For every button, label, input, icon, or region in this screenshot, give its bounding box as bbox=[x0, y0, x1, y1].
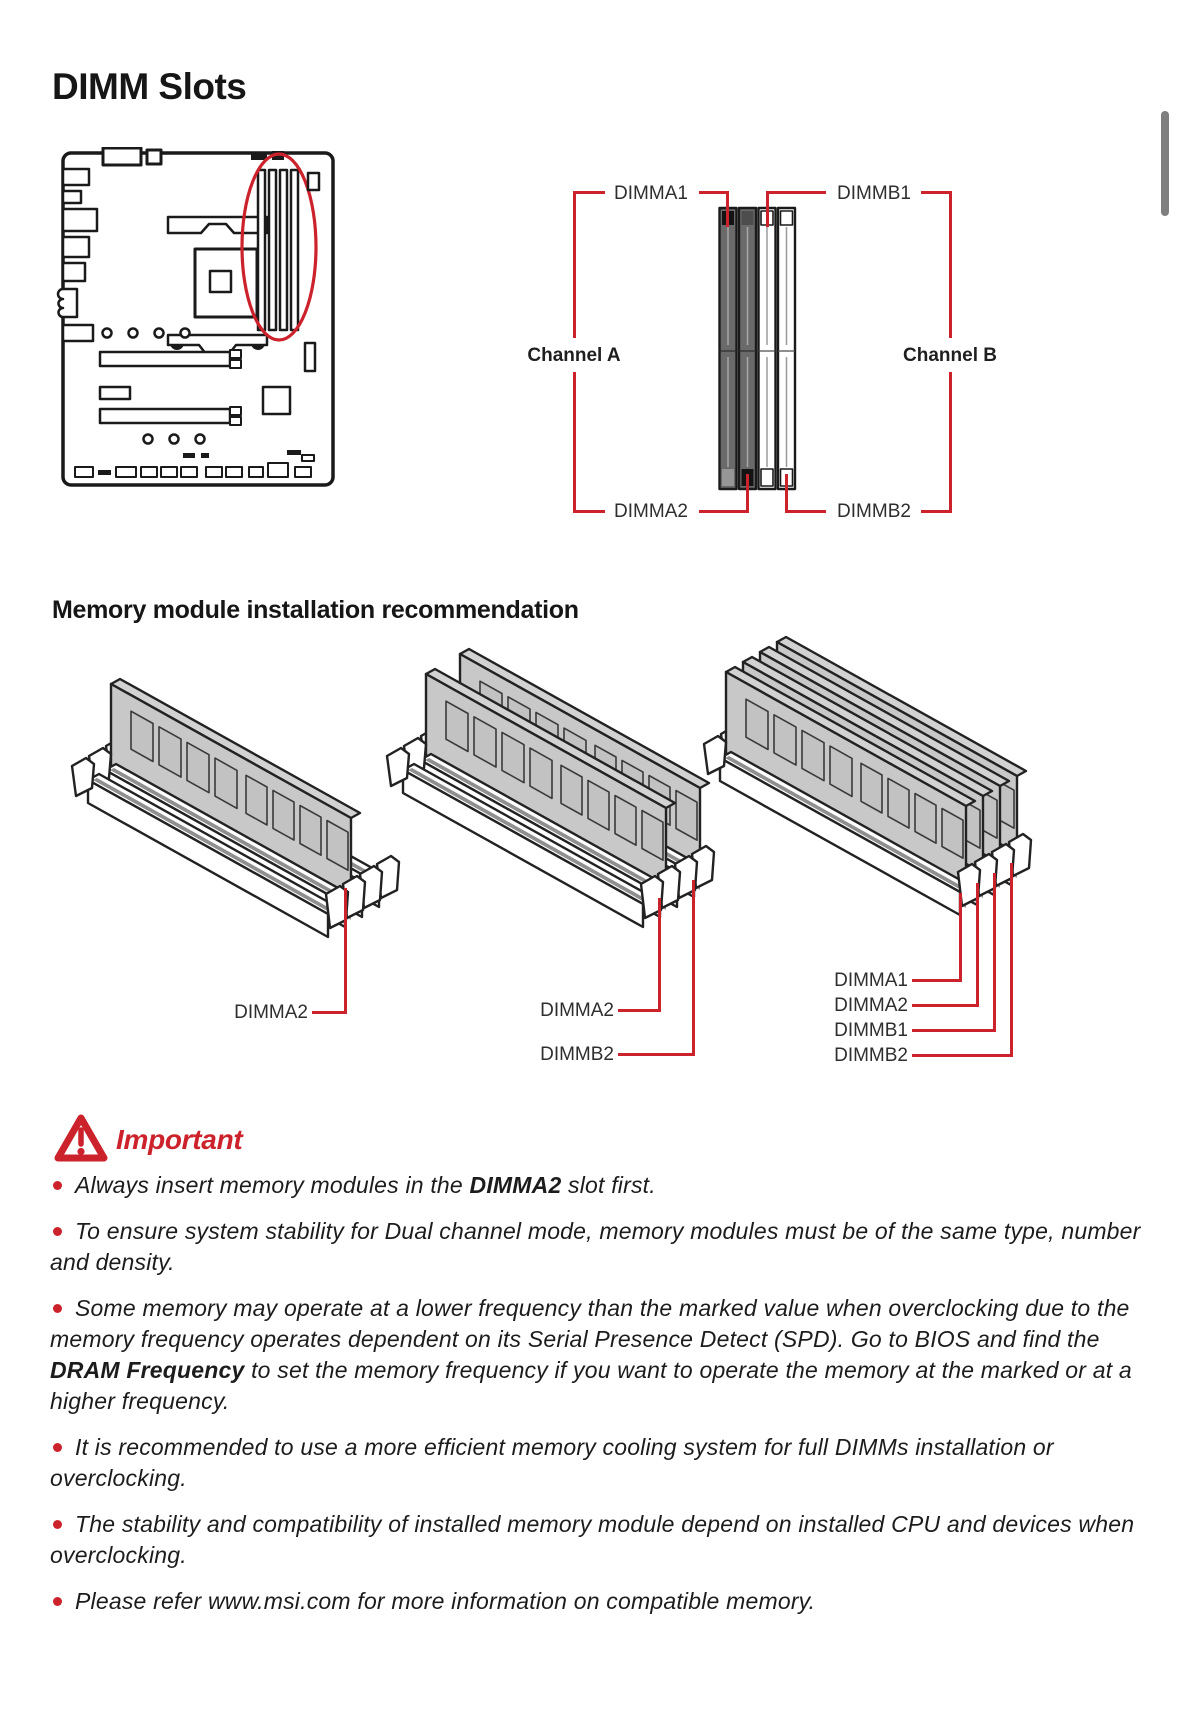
label-channel-b: Channel B bbox=[903, 345, 997, 366]
bullet-dot bbox=[53, 1443, 62, 1452]
warning-icon bbox=[52, 1112, 110, 1166]
leader-line bbox=[692, 880, 695, 1056]
leader-line bbox=[573, 191, 605, 194]
channel-b-bracket bbox=[949, 191, 952, 338]
bullet-item: Some memory may operate at a lower frequency than the marked value when overclocking due to the memory frequency operates dependent on its Serial Presence Detect (SPD). Go to BIOS and find the DRAM Frequency to set the memory frequency if you want to operate the memory at the marked or at a higher frequency. bbox=[50, 1295, 1132, 1414]
leader-line bbox=[769, 191, 826, 194]
ill3-label-dimmb1: DIMMB1 bbox=[834, 1020, 908, 1041]
leader-line bbox=[573, 510, 605, 513]
leader-line bbox=[976, 883, 979, 1007]
leader-line bbox=[618, 1053, 695, 1056]
channel-b-bracket bbox=[949, 372, 952, 513]
bullet-dot bbox=[53, 1227, 62, 1236]
dimm-slot-diagram bbox=[718, 206, 800, 492]
leader-line bbox=[746, 474, 749, 513]
ill3-label-dimmb2: DIMMB2 bbox=[834, 1045, 908, 1066]
slot-dimma1 bbox=[720, 208, 737, 489]
important-heading: Important bbox=[116, 1124, 243, 1155]
label-dimma1: DIMMA1 bbox=[614, 183, 688, 204]
bullet-dot bbox=[53, 1597, 62, 1606]
leader-line bbox=[726, 191, 729, 227]
important-bullet-list bbox=[50, 1170, 1148, 1632]
scrollbar-thumb[interactable] bbox=[1161, 111, 1169, 216]
bullet-item: It is recommended to use a more efficient memory cooling system for full DIMMs installation or overclocking. bbox=[50, 1434, 1054, 1491]
memory-illustration-2 bbox=[375, 620, 725, 930]
leader-line bbox=[658, 898, 661, 1012]
leader-line bbox=[312, 1011, 347, 1014]
label-dimmb1: DIMMB1 bbox=[837, 183, 911, 204]
channel-a-bracket bbox=[573, 191, 576, 338]
memory-illustration-3 bbox=[692, 608, 1042, 918]
leader-line bbox=[785, 474, 788, 513]
bullet-dot bbox=[53, 1520, 62, 1529]
label-channel-a: Channel A bbox=[527, 345, 621, 366]
slot-dimmb2 bbox=[778, 208, 795, 489]
leader-line bbox=[912, 1029, 996, 1032]
ill2-label-dimma2: DIMMA2 bbox=[540, 1000, 614, 1021]
label-dimma2: DIMMA2 bbox=[614, 501, 688, 522]
bullet-item: To ensure system stability for Dual channel mode, memory modules must be of the same type, number and density. bbox=[50, 1218, 1141, 1275]
ill3-label-dimma1: DIMMA1 bbox=[834, 970, 908, 991]
slot-dimma2 bbox=[739, 208, 756, 489]
leader-line bbox=[699, 191, 729, 194]
bullet-item: Please refer www.msi.com for more information on compatible memory. bbox=[50, 1586, 1148, 1617]
leader-line bbox=[959, 893, 962, 982]
leader-line bbox=[921, 510, 952, 513]
bullet-item: Always insert memory modules in the DIMMA2 slot first. bbox=[50, 1170, 1148, 1201]
motherboard-diagram bbox=[55, 147, 340, 492]
bullet-dot bbox=[53, 1304, 62, 1313]
slot-dimmb1 bbox=[759, 208, 776, 489]
bullet-item: The stability and compatibility of installed memory module depend on installed CPU and devices when overclocking. bbox=[50, 1511, 1135, 1568]
leader-line bbox=[912, 979, 962, 982]
label-dimmb2: DIMMB2 bbox=[837, 501, 911, 522]
leader-line bbox=[993, 873, 996, 1032]
leader-line bbox=[921, 191, 952, 194]
ill3-label-dimma2: DIMMA2 bbox=[834, 995, 908, 1016]
leader-line bbox=[912, 1054, 1013, 1057]
section-title: Memory module installation recommendation bbox=[52, 596, 579, 624]
ill1-label-dimma2: DIMMA2 bbox=[234, 1002, 308, 1023]
memory-illustration-1 bbox=[60, 630, 410, 940]
page-title: DIMM Slots bbox=[52, 66, 247, 107]
leader-line bbox=[344, 888, 347, 1014]
leader-line bbox=[912, 1004, 979, 1007]
channel-a-bracket bbox=[573, 372, 576, 513]
bullet-dot bbox=[53, 1181, 62, 1190]
ill2-label-dimmb2: DIMMB2 bbox=[540, 1044, 614, 1065]
leader-line bbox=[766, 191, 769, 227]
leader-line bbox=[788, 510, 826, 513]
leader-line bbox=[618, 1009, 661, 1012]
leader-line bbox=[1010, 863, 1013, 1057]
leader-line bbox=[699, 510, 749, 513]
